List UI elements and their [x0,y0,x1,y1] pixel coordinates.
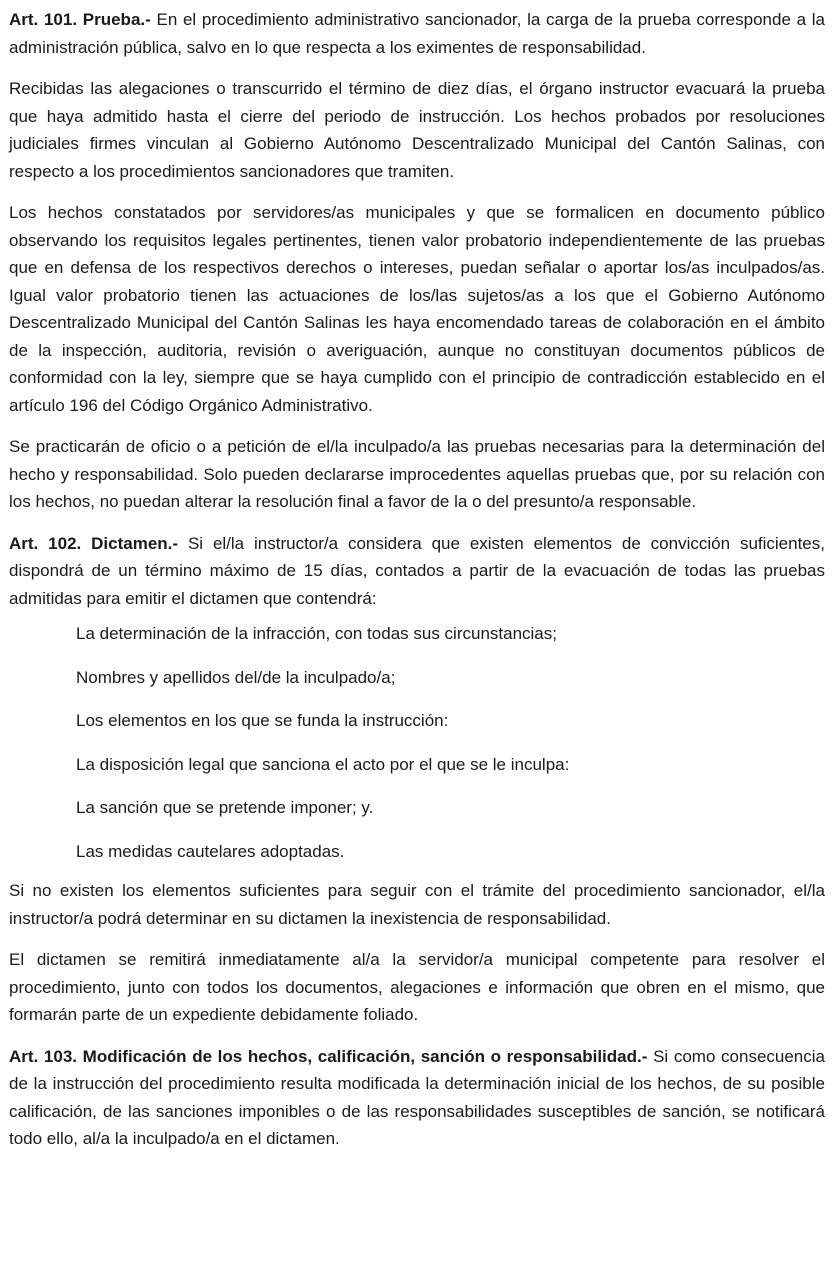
art103-text: Si como consecuencia de la instrucción del procedimiento resulta modificada la determinación inicial de los hechos, de su posible calificación, de las sanciones imponibles o de las responsabilidades susceptibles de sanción, se notificará todo ello, al/a la inculpado/a en el dictamen. [9,1046,825,1148]
art102-paragraph-2: Si no existen los elementos suficientes para seguir con el trámite del procedimiento sancionador, el/la instructor/a podrá determinar en su dictamen la inexistencia de responsabilidad. [9,881,825,928]
art102-heading: Art. 102. Dictamen.- [9,533,179,553]
art101-heading: Art. 101. Prueba.- [9,10,151,29]
list-item: La sanción que se pretende imponer; y. [76,798,374,817]
dictamen-contents-list [9,620,825,865]
list-item: Nombres y apellidos del/de la inculpado/a; [76,667,396,687]
art101-paragraph-4: Se practicarán de oficio o a petición de el/la inculpado/a las pruebas necesarias para la determinación del hecho y responsabilidad. Solo pueden declararse improcedentes aquellas pruebas que, por su relación con los hechos, no puedan alterar la resolución final a favor de la o del presunto/a responsable. [9,437,825,511]
art103-paragraph [9,1043,825,1153]
art101-paragraph-3: Los hechos constatados por servidores/as municipales y que se formalicen en documento público observando los requisitos legales pertinentes, tienen valor probatorio independientemente de las pruebas que en defensa de los respectivos derechos o intereses, puedan señalar o aportar los/as inculpados/as. Igual valor probatorio tienen las actuaciones de los/las sujetos/as a los que el Gobierno Autónomo Descentralizado Municipal del Cantón Salinas les haya encomendado tareas de colaboración en el ámbito de la inspección, auditoria, revisión o averiguación, aunque no constituyan documentos públicos de conformidad con la ley, siempre que se haya cumplido con el principio de contradicción establecido en el artículo 196 del Código Orgánico Administrativo. [9,203,825,415]
art101-paragraph-1 [9,6,825,61]
art102-paragraph-3: El dictamen se remitirá inmediatamente al/a la servidor/a municipal competente para resolver el procedimiento, junto con todos los documentos, alegaciones e información que obren en el mismo, que formarán parte de un expediente debidamente foliado. [9,950,825,1024]
art101-text-1: En el procedimiento administrativo sancionador, la carga de la prueba corresponde a la administración pública, salvo en lo que respecta a los eximentes de responsabilidad. [9,10,825,57]
art103-heading: Art. 103. Modificación de los hechos, calificación, sanción o responsabilidad.- [9,1046,648,1066]
list-item: La disposición legal que sanciona el acto por el que se le inculpa: [76,754,570,774]
art102-paragraph-1 [9,530,825,613]
art101-paragraph-2: Recibidas las alegaciones o transcurrido el término de diez días, el órgano instructor evacuará la prueba que haya admitido hasta el cierre del periodo de instrucción. Los hechos probados por resoluciones judiciales firmes vinculan al Gobierno Autónomo Descentralizado Municipal del Cantón Salinas, con respecto a los procedimientos sancionadores que tramiten. [9,79,825,181]
list-item: Los elementos en los que se funda la instrucción: [76,711,449,730]
art102-intro: Si el/la instructor/a considera que existen elementos de convicción suficientes, dispondrá de un término máximo de 15 días, contados a partir de la evacuación de todas las pruebas admitidas para emitir el dictamen que contendrá: [9,533,825,608]
list-item: Las medidas cautelares adoptadas. [76,841,345,861]
list-item: La determinación de la infracción, con todas sus circunstancias; [76,624,557,643]
